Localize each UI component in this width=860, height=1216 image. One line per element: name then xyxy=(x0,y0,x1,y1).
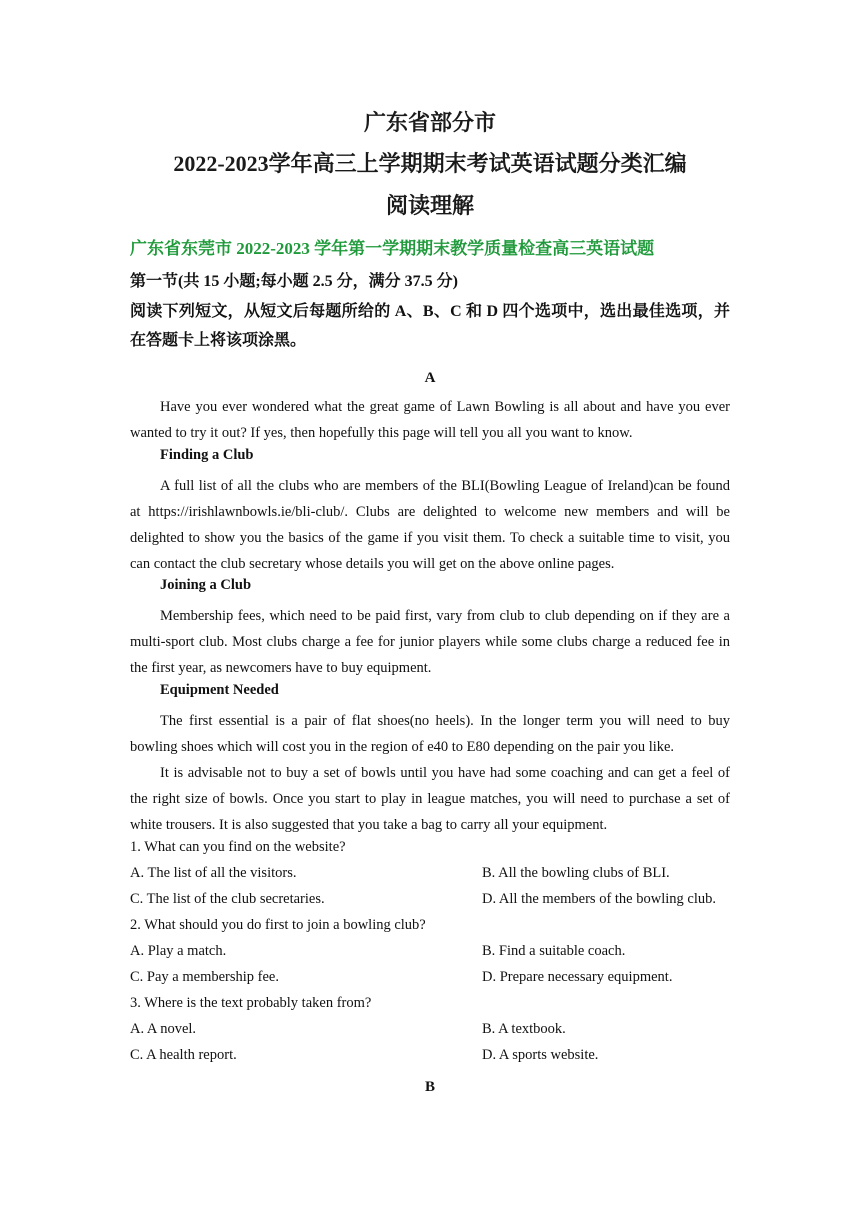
q3-option-b: B. A textbook. xyxy=(482,1021,566,1037)
question-3: 3. Where is the text probably taken from? xyxy=(130,995,372,1011)
passage-a-intro: Have you ever wondered what the great game of Lawn Bowling is all about and have you ever wanted to try it out? If yes, then hopefully this page will tell you all you want to know. xyxy=(130,399,730,441)
passage-a-label: A xyxy=(424,370,436,386)
q2-option-c: C. Pay a membership fee. xyxy=(130,969,279,985)
q2-option-a: A. Play a match. xyxy=(130,943,227,959)
passage-a-para-1: A full list of all the clubs who are members of the BLI(Bowling League of Ireland)can be found at https://irishlawnbowls.ie/bli-club/. Clubs are delighted to welcome new members and will be delighted to show you the basics of the game if you visit them. To check a suitable time to visit, you can contact the club secretary whose details you will get on the above online pages. xyxy=(130,478,730,572)
q1-option-d: D. All the members of the bowling club. xyxy=(482,891,716,907)
q1-option-a: A. The list of all the visitors. xyxy=(130,865,297,881)
heading-finding-club: Finding a Club xyxy=(160,447,254,463)
passage-a-para-4: It is advisable not to buy a set of bowls until you have had some coaching and can get a feel of the right size of bowls. Once you start to play in league matches, you will need to purchase a set of white trousers. It is also suggested that you take a bag to carry all your equipment. xyxy=(130,765,730,833)
instruction-text: 阅读下列短文，从短文后每题所给的 A、B、C 和 D 四个选项中，选出最佳选项，并在答题卡上将该项涂黑。 xyxy=(130,303,730,349)
passage-a-para-2: Membership fees, which need to be paid first, vary from club to club depending on if they are a multi-sport club. Most clubs charge a fee for junior players while some clubs charge a reduced fee in the first year, as newcomers have to buy equipment. xyxy=(130,608,730,676)
source-exam-title: 广东省东莞市 2022-2023 学年第一学期期末教学质量检查高三英语试题 xyxy=(130,239,655,258)
question-1: 1. What can you find on the website? xyxy=(130,839,346,855)
doc-title-region: 广东省部分市 xyxy=(363,110,496,135)
question-2: 2. What should you do first to join a bowling club? xyxy=(130,917,426,933)
q3-option-d: D. A sports website. xyxy=(482,1047,599,1063)
q1-option-c: C. The list of the club secretaries. xyxy=(130,891,325,907)
section-info: 第一节(共 15 小题;每小题 2.5 分，满分 37.5 分) xyxy=(130,273,458,290)
q2-option-b: B. Find a suitable coach. xyxy=(482,943,626,959)
passage-a-para-3: The first essential is a pair of flat shoes(no heels). In the longer term you will need to buy bowling shoes which will cost you in the region of e40 to E80 depending on the pair you like. xyxy=(130,713,730,755)
q3-option-a: A. A novel. xyxy=(130,1021,197,1037)
heading-equipment: Equipment Needed xyxy=(160,682,279,698)
q3-option-c: C. A health report. xyxy=(130,1047,237,1063)
doc-title-main: 2022-2023学年高三上学期期末考试英语试题分类汇编 xyxy=(173,151,687,176)
q1-option-b: B. All the bowling clubs of BLI. xyxy=(482,865,670,881)
passage-b-label: B xyxy=(424,1079,435,1095)
heading-joining-club: Joining a Club xyxy=(160,577,252,593)
q2-option-d: D. Prepare necessary equipment. xyxy=(482,969,673,985)
doc-title-section: 阅读理解 xyxy=(385,193,474,218)
